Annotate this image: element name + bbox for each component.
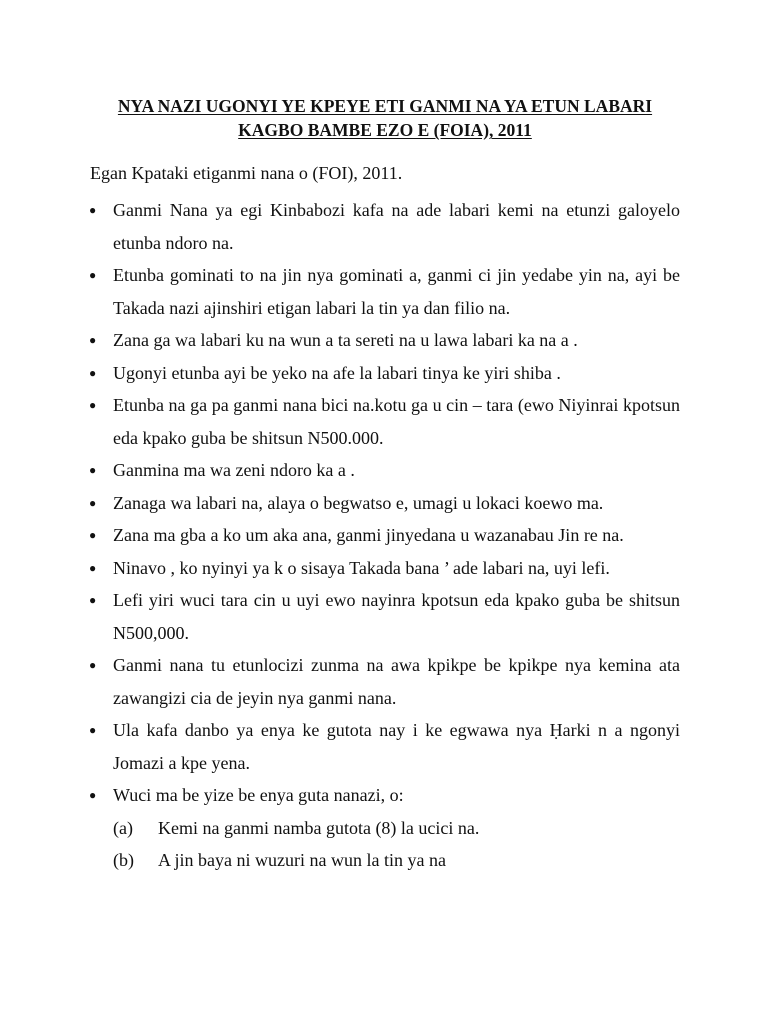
list-item [0,519,680,552]
list-item [0,649,680,714]
list-item [0,714,680,779]
list-item [0,194,680,259]
bullet-icon: ● [89,593,97,607]
bullet-icon: ● [89,528,97,542]
list-item [0,389,680,454]
list-item-text: Etunba na ga pa ganmi nana bici na.kotu ga u cin – tara (ewo Niyinrai kpotsun eda kpako guba be shitsun N500.000. [113,395,680,448]
bullet-icon: ● [89,365,97,380]
list-item-text: Ula kafa danbo ya enya ke gutota nay i ke egwawa nya Ḥarki n a ngonyi Jomazi a kpe yena. [113,720,680,773]
list-item-text: Ninavo , ko nyinyi ya k o sisaya Takada bana ’ ade labari na, uyi lefi. [113,557,610,578]
bullet-icon: ● [89,723,97,737]
bullet-icon: ● [89,788,97,802]
list-item-text: Wuci ma be yize be enya guta nanazi, o: [113,785,404,805]
sub-item-marker: (b) [113,850,134,870]
bullet-icon: ● [89,268,97,282]
bullet-list [0,194,770,877]
list-item-text: Zanaga wa labari na, alaya o begwatso e, umagi u lokaci koewo ma. [113,492,604,513]
sub-item-marker: (a) [113,817,133,838]
list-item-text: Zana ma gba a ko um aka ana, ganmi jinyedana u wazanabau Jin re na. [113,525,624,545]
list-item [0,357,680,390]
bullet-icon: ● [89,398,97,412]
list-item-text: Ugonyi etunba ayi be yeko na afe la labari tinya ke yiri shiba . [113,362,561,383]
sub-item [0,844,770,877]
list-item-text: Zana ga wa labari ku na wun a ta sereti na u lawa labari ka na a . [113,330,578,350]
bullet-icon: ● [89,203,97,217]
sub-item [0,812,770,845]
bullet-icon: ● [89,463,97,477]
document-title [90,94,680,142]
list-item-text: Ganmina ma wa zeni ndoro ka a . [113,460,355,480]
bullet-icon: ● [89,658,97,672]
list-item [0,584,680,649]
intro-paragraph: Egan Kpataki etiganmi nana o (FOI), 2011. [90,163,403,183]
title-line-1: NYA NAZI UGONYI YE KPEYE ETI GANMI NA YA ETUN LABARI [117,96,653,116]
sub-item-text: Kemi na ganmi namba gutota (8) la ucici na. [158,817,480,838]
bullet-icon: ● [89,333,97,347]
title-line-2: KAGBO BAMBE EZO E (FOIA), 2011 [238,120,532,140]
list-item-text: Ganmi nana tu etunlocizi zunma na awa kpikpe be kpikpe nya kemina ata zawangizi cia de jeyin nya ganmi nana. [113,655,680,708]
list-item-text: Etunba gominati to na jin nya gominati a, ganmi ci jin yedabe yin na, ayi be Takada nazi ajinshiri etigan labari la tin ya dan filio na. [113,265,680,318]
list-item [0,259,680,324]
list-item [0,454,680,487]
list-item-text: Lefi yiri wuci tara cin u uyi ewo nayinra kpotsun eda kpako guba be shitsun N500,000. [113,590,680,643]
list-item-text: Ganmi Nana ya egi Kinbabozi kafa na ade labari kemi na etunzi galoyelo etunba ndoro na. [113,200,680,253]
sub-item-text: A jin baya ni wuzuri na wun la tin ya na [158,850,446,870]
list-item [0,779,680,812]
bullet-icon: ● [89,560,97,575]
bullet-icon: ● [89,495,97,510]
list-item [0,552,680,585]
list-item [0,324,680,357]
list-item [0,487,680,520]
